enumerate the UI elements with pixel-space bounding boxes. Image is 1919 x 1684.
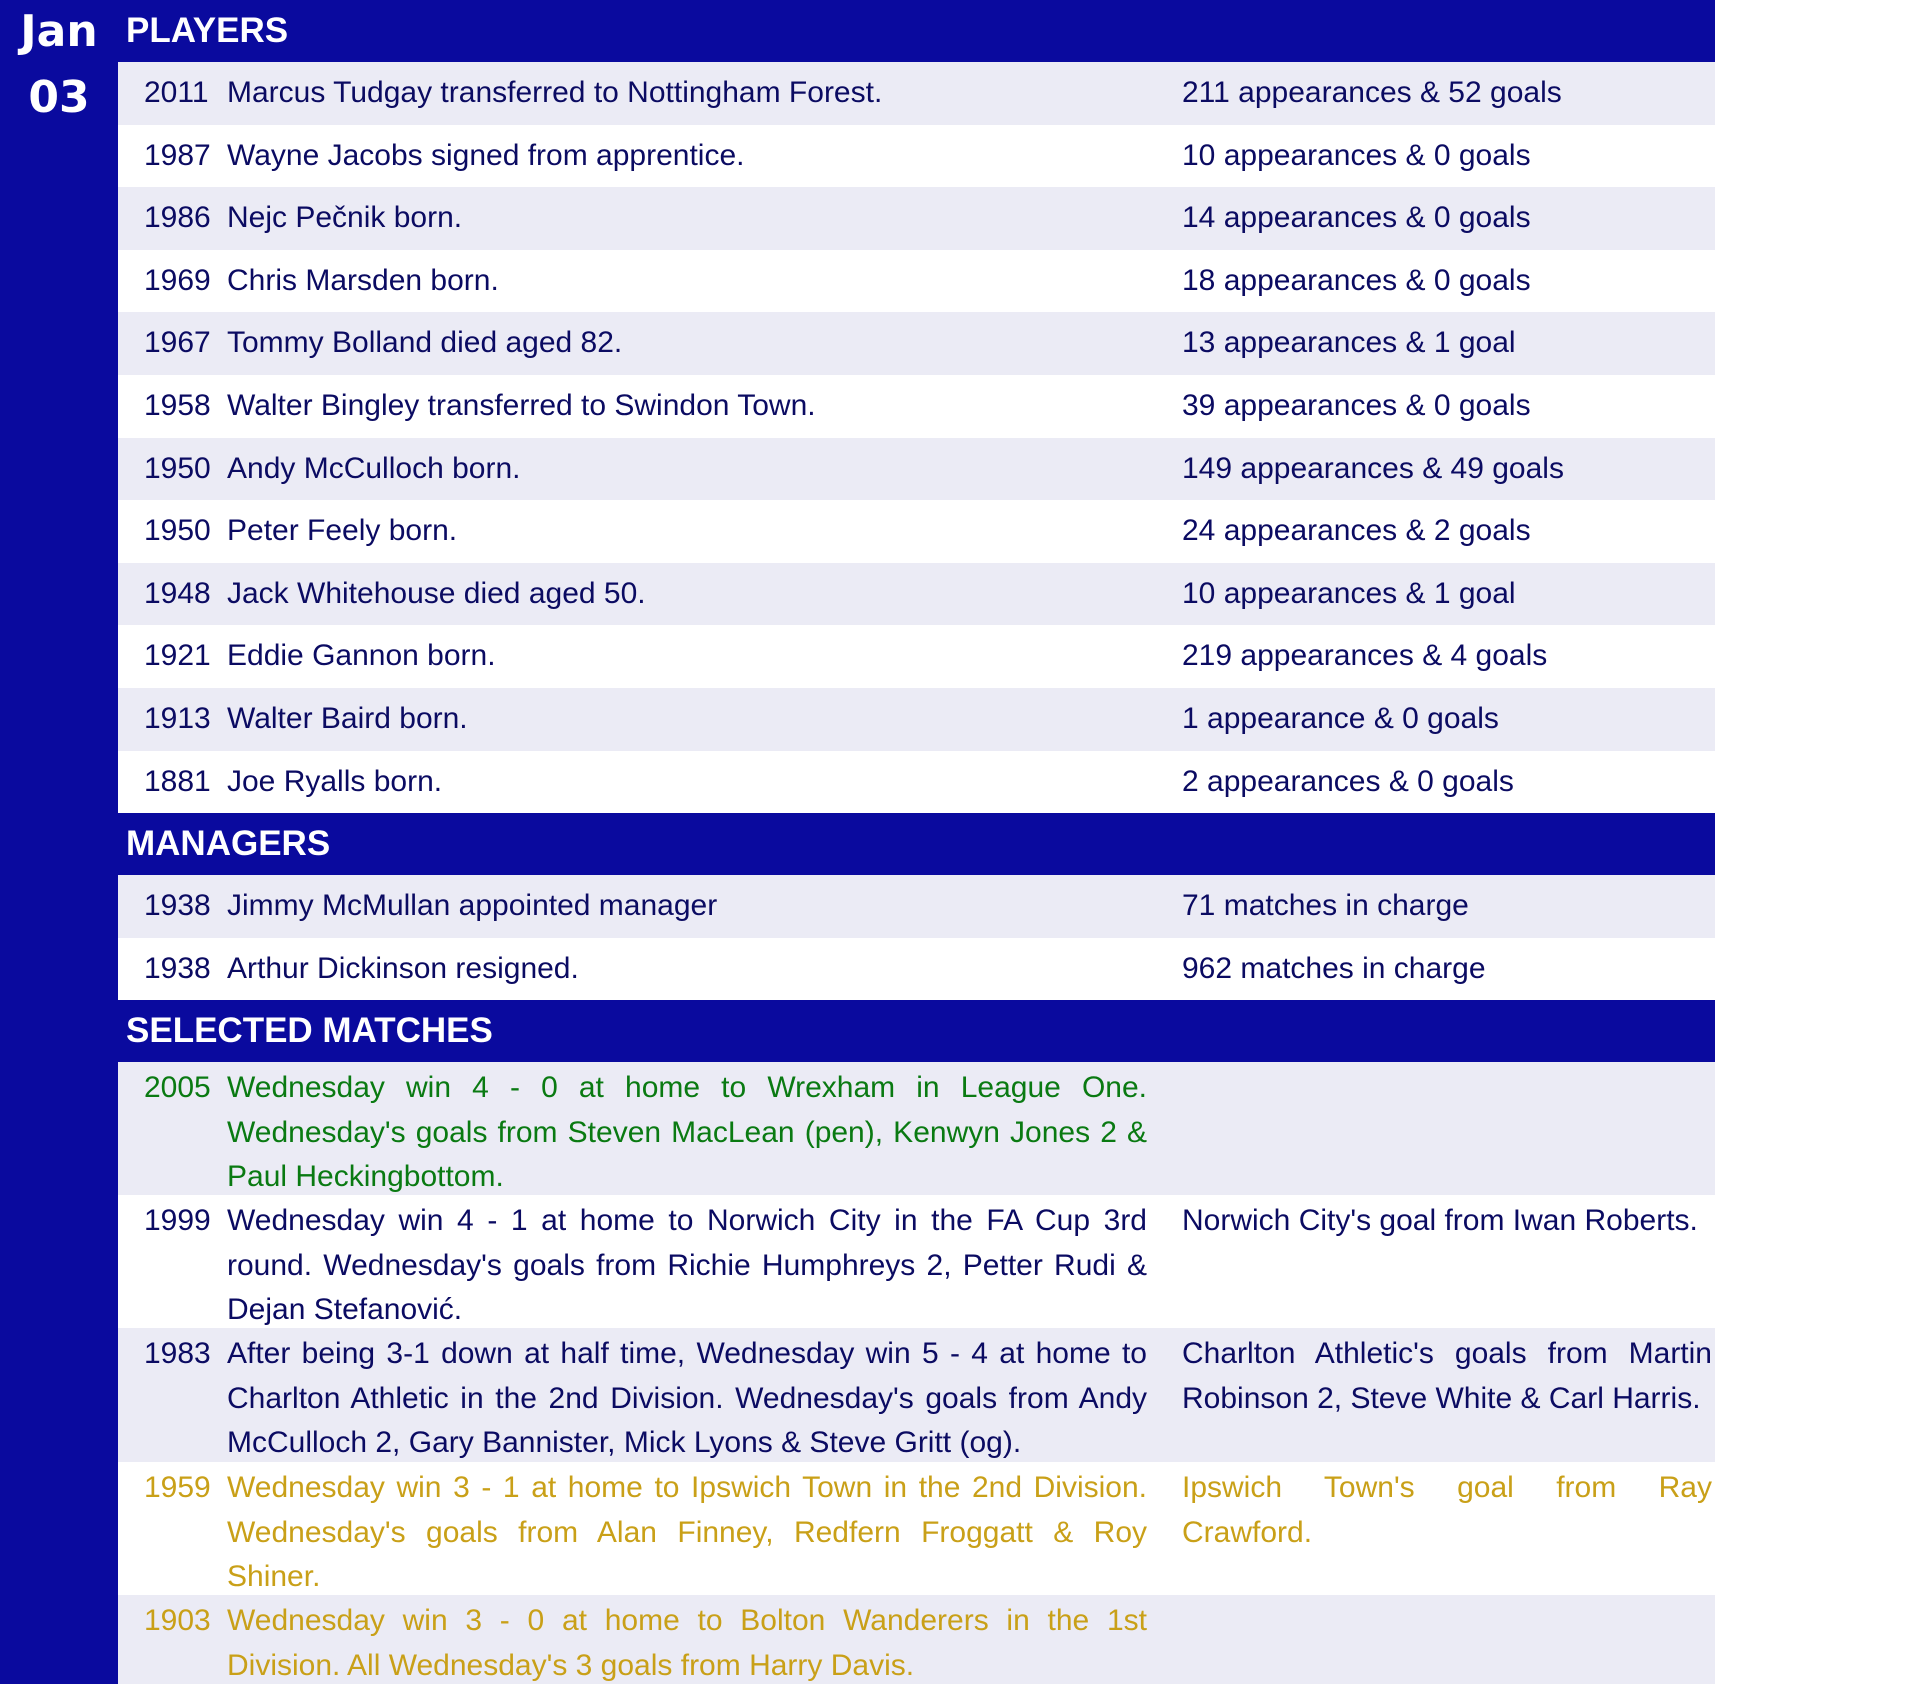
row-event: Walter Bingley transferred to Swindon Town. — [227, 388, 816, 422]
player-row — [118, 688, 1715, 751]
date-month: Jan — [20, 6, 98, 57]
row-year: 1881 — [144, 764, 211, 798]
match-row — [118, 1595, 1715, 1684]
row-year: 1921 — [144, 639, 211, 673]
row-year: 1958 — [144, 388, 211, 422]
row-year: 1967 — [144, 326, 211, 360]
match-row — [118, 1062, 1715, 1195]
row-year: 1938 — [144, 889, 211, 923]
player-row — [118, 500, 1715, 563]
row-stat: Charlton Athletic's goals from Martin Robinson 2, Steve White & Carl Harris. — [1182, 1337, 1712, 1415]
match-row — [118, 1462, 1715, 1595]
row-stat: 149 appearances & 49 goals — [1182, 451, 1564, 485]
row-year: 1959 — [144, 1471, 211, 1505]
row-year: 1969 — [144, 263, 211, 297]
row-year: 1983 — [144, 1337, 211, 1371]
row-year: 2005 — [144, 1071, 211, 1105]
managers-heading: MANAGERS — [118, 813, 1715, 875]
row-stat: 962 matches in charge — [1182, 951, 1486, 985]
player-row — [118, 563, 1715, 626]
row-stat: 10 appearances & 0 goals — [1182, 138, 1531, 172]
player-row — [118, 187, 1715, 250]
matches-heading: SELECTED MATCHES — [118, 1000, 1715, 1062]
players-heading: PLAYERS — [118, 0, 1715, 62]
row-event: Chris Marsden born. — [227, 263, 499, 297]
player-row — [118, 625, 1715, 688]
row-year: 1987 — [144, 138, 211, 172]
manager-row — [118, 875, 1715, 938]
row-year: 1999 — [144, 1204, 211, 1238]
row-event: Jack Whitehouse died aged 50. — [227, 576, 646, 610]
player-row — [118, 438, 1715, 501]
row-event: Tommy Bolland died aged 82. — [227, 326, 623, 360]
row-stat: 14 appearances & 0 goals — [1182, 201, 1531, 235]
player-row — [118, 250, 1715, 313]
row-event: Marcus Tudgay transferred to Nottingham Forest. — [227, 76, 883, 109]
player-row — [118, 375, 1715, 438]
row-stat: 13 appearances & 1 goal — [1182, 326, 1516, 360]
manager-row — [118, 938, 1715, 1001]
row-year: 1913 — [144, 701, 211, 735]
row-event: Wayne Jacobs signed from apprentice. — [227, 138, 745, 172]
row-event: Peter Feely born. — [227, 514, 458, 548]
row-event: After being 3-1 down at half time, Wednesday win 5 - 4 at home to Charlton Athletic in the 2nd Division. Wednesday's goals from Andy McCulloch 2, Gary Bannister, Mick Lyons & Steve Gritt (og). — [227, 1337, 1147, 1460]
match-row — [118, 1328, 1715, 1462]
row-year: 1938 — [144, 951, 211, 985]
row-event: Wednesday win 3 - 1 at home to Ipswich Town in the 2nd Division. Wednesday's goals from Alan Finney, Redfern Froggatt & Roy Shiner. — [227, 1471, 1147, 1594]
row-stat: 211 appearances & 52 goals — [1182, 76, 1562, 109]
row-year: 1950 — [144, 514, 211, 548]
player-row — [118, 62, 1715, 125]
row-event: Jimmy McMullan appointed manager — [227, 889, 718, 923]
row-stat: 18 appearances & 0 goals — [1182, 263, 1531, 297]
row-stat: 24 appearances & 2 goals — [1182, 514, 1531, 548]
row-stat: Ipswich Town's goal from Ray Crawford. — [1182, 1471, 1712, 1549]
row-stat: 39 appearances & 0 goals — [1182, 388, 1531, 422]
content-area — [118, 0, 1715, 1684]
row-year: 1986 — [144, 201, 211, 235]
row-stat: 2 appearances & 0 goals — [1182, 764, 1514, 798]
row-event: Wednesday win 4 - 0 at home to Wrexham in League One. Wednesday's goals from Steven MacLean (pen), Kenwyn Jones 2 & Paul Heckingbottom. — [227, 1071, 1147, 1194]
row-event: Nejc Pečnik born. — [227, 201, 463, 235]
row-event: Eddie Gannon born. — [227, 639, 496, 673]
row-event: Joe Ryalls born. — [227, 764, 443, 798]
row-stat: Norwich City's goal from Iwan Roberts. — [1182, 1204, 1698, 1238]
row-stat: 1 appearance & 0 goals — [1182, 701, 1499, 735]
row-year: 2011 — [144, 76, 209, 109]
date-sidebar — [0, 0, 118, 1684]
row-event: Wednesday win 4 - 1 at home to Norwich City in the FA Cup 3rd round. Wednesday's goals from Richie Humphreys 2, Petter Rudi & Dejan Stefanović. — [227, 1204, 1147, 1327]
row-event: Wednesday win 3 - 0 at home to Bolton Wanderers in the 1st Division. All Wednesday's 3 goals from Harry Davis. — [227, 1604, 1147, 1682]
date-day: 03 — [28, 72, 90, 123]
row-event: Andy McCulloch born. — [227, 451, 521, 485]
row-year: 1950 — [144, 451, 211, 485]
player-row — [118, 125, 1715, 188]
row-event: Arthur Dickinson resigned. — [227, 951, 579, 985]
row-stat: 71 matches in charge — [1182, 889, 1469, 923]
row-event: Walter Baird born. — [227, 701, 468, 735]
match-row — [118, 1195, 1715, 1328]
row-year: 1948 — [144, 576, 211, 610]
row-stat: 10 appearances & 1 goal — [1182, 576, 1516, 610]
player-row — [118, 312, 1715, 375]
row-year: 1903 — [144, 1604, 211, 1638]
player-row — [118, 751, 1715, 814]
row-stat: 219 appearances & 4 goals — [1182, 639, 1548, 673]
